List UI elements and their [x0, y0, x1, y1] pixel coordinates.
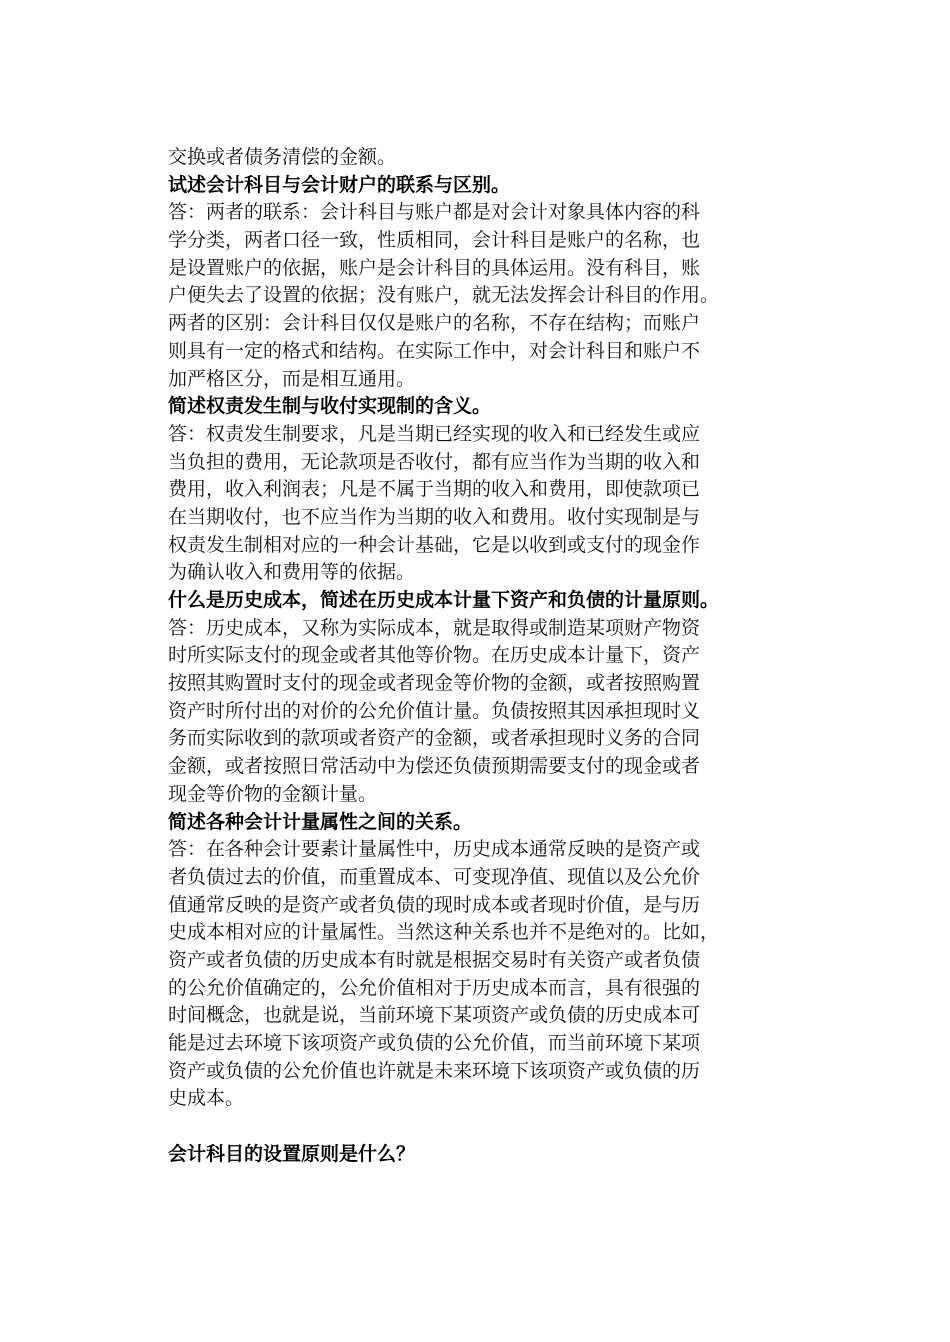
- body-text-line: 的公允价值确定的，公允价值相对于历史成本而言，具有很强的: [168, 976, 701, 999]
- body-text-line: 资产或者负债的历史成本有时就是根据交易时有关资产或者负债: [168, 948, 701, 971]
- question-heading: 简述权责发生制与收付实现制的含义。: [168, 395, 492, 418]
- body-text-line: 答：权责发生制要求，凡是当期已经实现的收入和已经发生或应: [168, 422, 701, 445]
- body-text-line: 史成本。: [168, 1087, 245, 1110]
- body-text-line: 权责发生制相对应的一种会计基础，它是以收到或支付的现金作: [168, 533, 701, 556]
- body-text-line: 户便失去了设置的依据；没有账户，就无法发挥会计科目的作用。: [168, 284, 720, 307]
- document-page: [168, 144, 798, 1168]
- body-text-line: 资产时所付出的对价的公允价值计量。负债按照其因承担现时义: [168, 699, 701, 722]
- body-text-line: 学分类，两者口径一致，性质相同，会计科目是账户的名称，也: [168, 229, 701, 252]
- question-heading: 简述各种会计计量属性之间的关系。: [168, 810, 473, 833]
- body-text-line: 则具有一定的格式和结构。在实际工作中，对会计科目和账户不: [168, 339, 701, 362]
- body-text-line: 为确认收入和费用等的依据。: [168, 561, 416, 584]
- body-text-line: 时所实际支付的现金或者其他等价物。在历史成本计量下，资产: [168, 644, 701, 667]
- body-text-line: 者负债过去的价值，而重置成本、可变现净值、现值以及公允价: [168, 865, 701, 888]
- body-text-line: 值通常反映的是资产或者负债的现时成本或者现时价值，是与历: [168, 893, 701, 916]
- blank-line: [168, 1113, 798, 1141]
- body-text-line: 答：历史成本，又称为实际成本，就是取得或制造某项财产物资: [168, 616, 701, 639]
- body-text-line: 加严格区分，而是相互通用。: [168, 367, 416, 390]
- question-heading: 会计科目的设置原则是什么？: [168, 1142, 416, 1165]
- body-text-line: 两者的区别：会计科目仅仅是账户的名称，不存在结构；而账户: [168, 312, 701, 335]
- body-text-line: 金额，或者按照日常活动中为偿还负债预期需要支付的现金或者: [168, 755, 701, 778]
- body-text-line: 能是过去环境下该项资产或负债的公允价值，而当前环境下某项: [168, 1032, 701, 1054]
- body-text-line: 答：两者的联系：会计科目与账户都是对会计对象具体内容的科: [168, 201, 701, 224]
- body-text-line: 费用，收入利润表；凡是不属于当期的收入和费用，即使款项已: [168, 478, 701, 501]
- body-text-line: 当负担的费用，无论款项是否收付，都有应当作为当期的收入和: [168, 450, 701, 473]
- body-text-line: 现金等价物的金额计量。: [168, 782, 378, 805]
- body-text-line: 务而实际收到的款项或者资产的金额，或者承担现时义务的合同: [168, 727, 701, 750]
- body-text-line: 资产或负债的公允价值也许就是未来环境下该项资产或负债的历: [168, 1059, 701, 1082]
- body-text-line: 答：在各种会计要素计量属性中，历史成本通常反映的是资产或: [168, 838, 701, 861]
- body-text-line: 时间概念，也就是说，当前环境下某项资产或负债的历史成本可: [168, 1004, 701, 1027]
- body-text-line: 在当期收付，也不应当作为当期的收入和费用。收付实现制是与: [168, 505, 701, 528]
- body-text-line: 是设置账户的依据，账户是会计科目的具体运用。没有科目，账: [168, 256, 701, 279]
- question-heading: 什么是历史成本，简述在历史成本计量下资产和负债的计量原则。: [168, 589, 720, 611]
- body-text-line: 史成本相对应的计量属性。当然这种关系也并不是绝对的。比如，: [168, 921, 720, 944]
- question-heading: 试述会计科目与会计财户的联系与区别。: [168, 173, 511, 196]
- body-text-line: 按照其购置时支付的现金或者现金等价物的金额，或者按照购置: [168, 672, 701, 695]
- body-text-line: 交换或者债务清偿的金额。: [168, 146, 397, 168]
